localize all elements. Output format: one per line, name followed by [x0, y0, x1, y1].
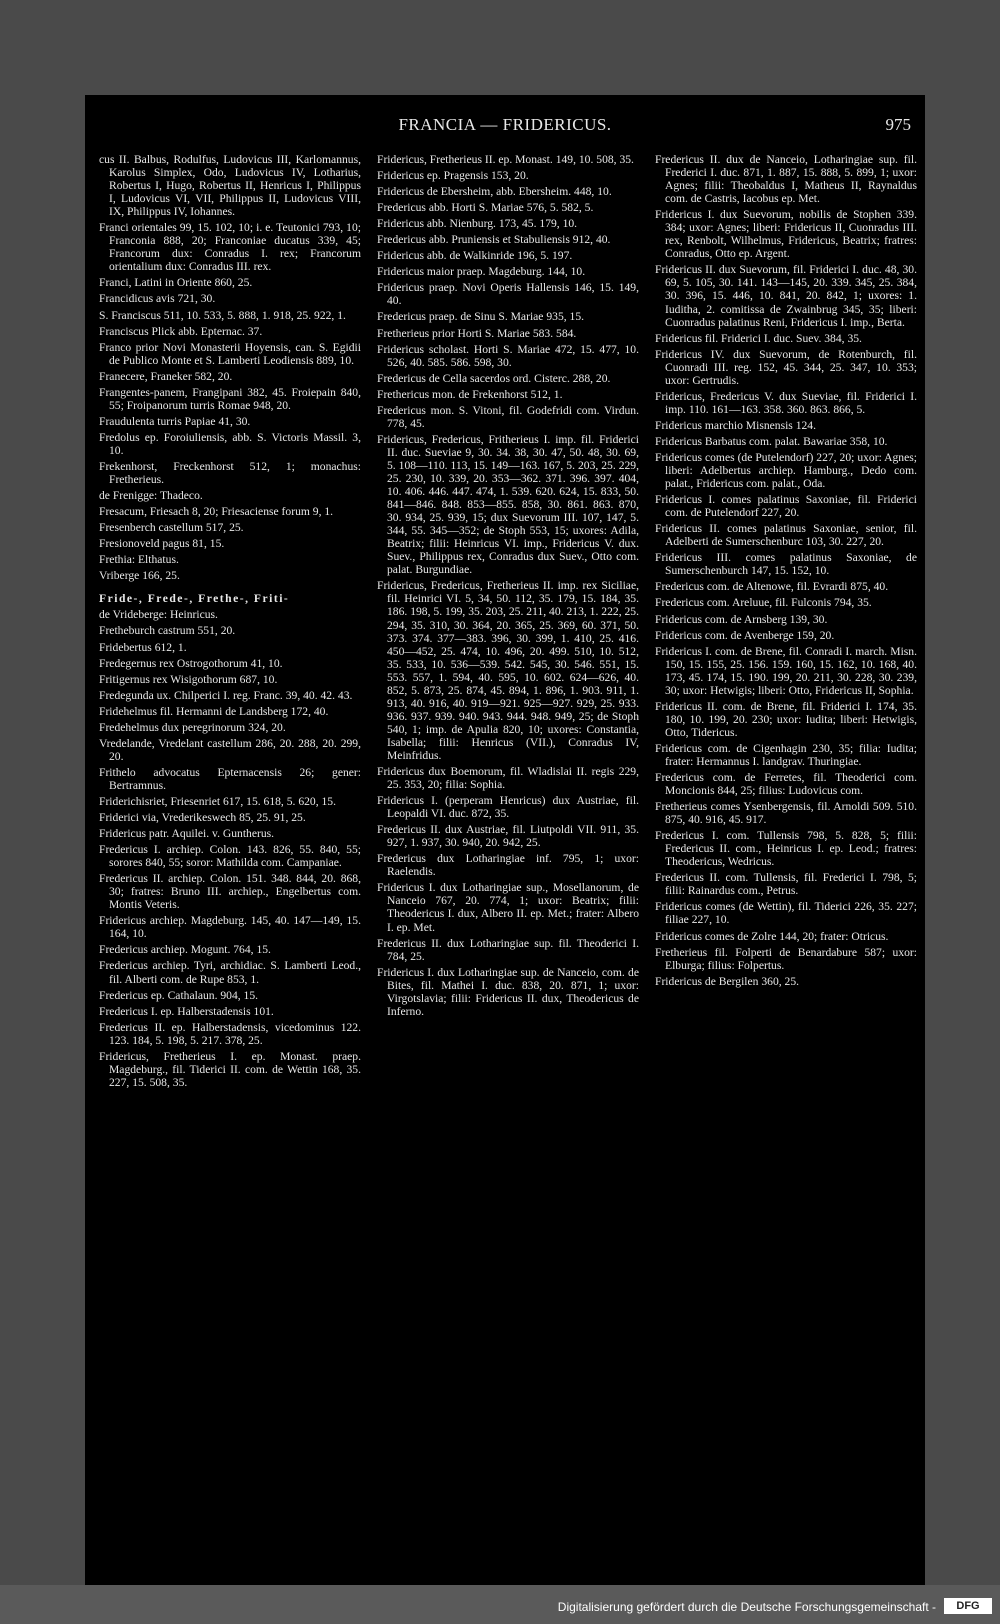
index-entry: Fresacum, Friesach 8, 20; Friesaciense forum 9, 1. [99, 505, 334, 519]
index-entry: Fridericus abb. de Walkinride 196, 5. 197. [377, 249, 573, 263]
index-entry: Fridericus comes de Zolre 144, 20; frater: Otricus. [655, 929, 889, 943]
index-entry: Fridericus de Ebersheim, abb. Ebersheim. 448, 10. [377, 185, 612, 199]
index-entry: Fretherieus prior Horti S. Mariae 583. 584. [377, 326, 577, 340]
index-entry: Fredericus II. dux de Nanceio, Lotharingiae sup. fil. Frederici I. duc. 871, 1. 887, 15. 888, 5. 899, 1; uxor: Agnes; filii: Theobaldus I, Matheus II, Raynaldus com. de Castris, Iacobus ep. Met. [655, 153, 917, 206]
index-entry: S. Franciscus 511, 10. 533, 5. 888, 1. 918, 25. 922, 1. [99, 308, 346, 322]
index-entry: Fridericus dux Boemorum, fil. Wladislai II. regis 229, 25. 353, 20; filia: Sophia. [377, 765, 639, 792]
page-header [85, 115, 925, 139]
index-entry: Fredericus II. archiep. Colon. 151. 348. 844, 20. 868, 30; fratres: Bruno III. archiep., Engelbertus com. Montis Veteris. [99, 872, 361, 912]
index-entry: de Frenigge: Thadeco. [99, 489, 203, 503]
index-entry: Fridericus I. dux Suevorum, nobilis de Stophen 339. 384; uxor: Agnes; liberi: Fridericus II, Cuonradus III. rex, Renbolt, Wilhelmus, Fridericus, Beatrix; fratres: Conradus, Otto ep. Argent. [655, 208, 917, 261]
index-entry: Francidicus avis 721, 30. [99, 292, 216, 306]
index-entry: Fredericus archiep. Tyri, archidiac. S. Lamberti Leod., fil. Alberti com. de Rupe 853, 1. [99, 959, 361, 986]
column-middle [377, 153, 639, 1573]
index-entry: Fridericus archiep. Magdeburg. 145, 40. 147—149, 15. 164, 10. [99, 914, 361, 941]
index-entry: Frethia: Elthatus. [99, 553, 179, 567]
index-entry: Fridericus maior praep. Magdeburg. 144, 10. [377, 265, 586, 279]
viewer-footer [0, 1585, 1000, 1624]
index-entry: Fridericus praep. Novi Operis Hallensis 146, 15. 149, 40. [377, 281, 639, 308]
index-entry: Fridericus I. (perperam Henricus) dux Austriae, fil. Leopaldi VI. duc. 872, 35. [377, 794, 639, 821]
index-entry: Frangentes-panem, Frangipani 382, 45. Froiepain 840, 55; Froipanorum turris Romae 948, 20. [99, 385, 361, 412]
index-entry: Fredericus I. com. Tullensis 798, 5. 828, 5; filii: Fredericus II. com., Heinricus I. ep. Leod.; fratres: Theodericus, Wedricus. [655, 829, 917, 869]
index-entry: Fredericus abb. Horti S. Mariae 576, 5. 582, 5. [377, 201, 594, 215]
column-right [655, 153, 917, 1573]
index-entry: Vredelande, Vredelant castellum 286, 20. 288, 20. 299, 20. [99, 736, 361, 763]
index-entry: Frethericus mon. de Frekenhorst 512, 1. [377, 387, 563, 401]
index-entry: de Vrideberge: Heinricus. [99, 608, 218, 622]
index-entry: Fridericus abb. Nienburg. 173, 45. 179, 10. [377, 217, 578, 231]
index-entry: Fritigernus rex Wisigothorum 687, 10. [99, 672, 278, 686]
index-entry: Fridericus II. com. de Brene, fil. Friderici I. 174, 35. 180, 10. 199, 20. 230; uxor: Iudita; liberi: Hetwigis, Otto, Tidericus. [655, 699, 917, 739]
index-entry: Fridericus, Fredericus, Fretherieus II. imp. rex Siciliae, fil. Heinrici VI. 5, 34, 50. 112, 35. 179, 15. 184, 35. 186. 198, 5. 199, 35. 203, 25. 211, 40. 213, 1. 222, 25. 294, 35. 310, 30. 364, 20. 365, 25. 369, 60. 371, 50. 373. 374. 377—383. 396, 30. 399, 1. 410, 25. 416. 450—452, 25. 474, 10. 496, 20. 499. 510, 10. 512, 35. 533, 10. 536—539. 542. 545, 30. 546. 551, 15. 553. 557, 1. 594, 40. 595, 10. 602. 624—626, 40. 852, 5. 873, 25. 874, 45. 894, 1. 896, 1. 903. 911, 1. 913, 40. 916, 40. 919—921. 925—927. 929, 25. 933. 936. 937. 939. 940. 943. 944. 948. 949, 25; de Stoph 540, 1; imp. de Apulia 820, 10; uxores: Constantia, Isabella; filii: Henricus (VII.), Conradus IV, Meinfridus. [377, 579, 639, 762]
running-title: FRANCIA — FRIDERICUS. [398, 115, 612, 134]
index-entry: Fredericus com. de Ferretes, fil. Theoderici com. Moncionis 844, 25; filius: Ludovicus com. [655, 771, 917, 798]
index-entry: Fridericus fil. Friderici I. duc. Suev. 384, 35. [655, 331, 862, 345]
scanned-page [85, 95, 925, 1585]
index-entry: Franecere, Franeker 582, 20. [99, 369, 233, 383]
index-entry: Fridericus patr. Aquilei. v. Guntherus. [99, 827, 275, 841]
index-entry: Fredegunda ux. Chilperici I. reg. Franc. 39, 40. 42. 43. [99, 688, 353, 702]
index-entry: Fridebertus 612, 1. [99, 640, 187, 654]
index-entry: cus II. Balbus, Rodulfus, Ludovicus III, Karlomannus, Karolus Simplex, Odo, Ludovicus IV, Lotharius, Robertus I, Hugo, Robertus II, Henricus I, Philippus I, Ludovicus VI, VII, Philippus II, Ludovicus VIII, IX, Philippus IV, Iohannes. [99, 153, 361, 219]
index-entry: Fredolus ep. Foroiuliensis, abb. S. Victoris Massil. 3, 10. [99, 430, 361, 457]
index-entry: Fredericus archiep. Mogunt. 764, 15. [99, 943, 271, 957]
index-entry: Fridericus com. de Arnsberg 139, 30. [655, 612, 828, 626]
index-entry: Fraudulenta turris Papiae 41, 30. [99, 414, 251, 428]
index-entry: Franciscus Plick abb. Epternac. 37. [99, 324, 263, 338]
index-entry: Fridericus de Bergilen 360, 25. [655, 974, 800, 988]
index-entry: Fridericus II. comes palatinus Saxoniae, senior, fil. Adelberti de Sumerschenburc 103, 30. 227, 20. [655, 522, 917, 549]
page-number: 975 [885, 115, 911, 134]
index-entry: Fridericus, Fretherieus II. ep. Monast. 149, 10. 508, 35. [377, 153, 634, 166]
index-entry: Franci, Latini in Oriente 860, 25. [99, 276, 253, 290]
index-entry: Fredericus com. de Altenowe, fil. Evrardi 875, 40. [655, 580, 889, 594]
index-entry: Frekenhorst, Freckenhorst 512, 1; monachus: Fretherieus. [99, 459, 361, 487]
index-entry: Fretherieus fil. Folperti de Benardabure 587; uxor: Elburga; filius: Folpertus. [655, 945, 917, 972]
index-entry: Fridericus I. dux Lotharingiae sup., Mosellanorum, de Nanceio 767, 20. 774, 1; uxor: Beatrix; filii: Theodericus I. dux, Albero II. ep. Met.; frater: Albero I. ep. Met. [377, 881, 639, 934]
index-entry: Fridericus, Fredericus V. dux Sueviae, fil. Friderici I. imp. 110. 161—163. 358. 360. 863. 866, 5. [655, 389, 917, 416]
index-entry: Fride-, Frede-, Frethe-, Friti- [99, 592, 290, 606]
index-entry: Friderici via, Vrederikeswech 85, 25. 91, 25. [99, 811, 306, 825]
index-entry: Fresenberch castellum 517, 25. [99, 521, 244, 535]
index-entry: Fridehelmus fil. Hermanni de Landsberg 172, 40. [99, 704, 329, 718]
index-entry: Fredericus II. ep. Halberstadensis, vicedominus 122. 123. 184, 5. 198, 5. 217. 378, 25. [99, 1020, 361, 1047]
index-entry: Fridericus III. comes palatinus Saxoniae, de Sumerschenburch 147, 15. 152, 10. [655, 551, 917, 578]
index-entry: Fredegernus rex Ostrogothorum 41, 10. [99, 656, 283, 670]
index-columns [99, 153, 917, 1573]
index-entry: Fridericus marchio Misnensis 124. [655, 418, 817, 432]
index-entry: Franco prior Novi Monasterii Hoyensis, can. S. Egidii de Publico Monte et S. Lamberti Leodiensis 889, 10. [99, 340, 361, 367]
index-entry: Fridericus scholast. Horti S. Mariae 472, 15. 477, 10. 526, 40. 585. 586. 598, 30. [377, 342, 639, 369]
index-entry: Franci orientales 99, 15. 102, 10; i. e. Teutonici 793, 10; Franconia 888, 20; Franconiae ducatus 339, 45; Francorum dux: Conradus I. rex; Francorum orientalium dux: Conradus III. rex. [99, 221, 361, 274]
index-entry: Fridericus II. dux Suevorum, fil. Friderici I. duc. 48, 30. 69, 5. 105, 30. 141. 143—145, 20. 339. 345, 25. 384, 30. 396, 15. 446, 10. 841, 20. 842, 1; uxores: 1. Iuditha, 2. comitissa de Zwainbrug 345, 35; liberi: Cuonradus palatinus Reni, Fridericus I. imp., Berta. [655, 263, 917, 329]
index-entry: Fridericus, Fretherieus I. ep. Monast. praep. Magdeburg., fil. Tiderici II. com. de Wettin 168, 35. 227, 15. 508, 35. [99, 1049, 361, 1089]
index-entry: Fridericus I. comes palatinus Saxoniae, fil. Friderici com. de Putelendorf 227, 20. [655, 493, 917, 520]
index-entry: Fridericus IV. dux Suevorum, de Rotenburch, fil. Cuonradi III. reg. 152, 45. 344, 25. 347, 10. 353; uxor: Gertrudis. [655, 347, 917, 387]
index-entry: Fredericus de Cella sacerdos ord. Cisterc. 288, 20. [377, 371, 611, 385]
index-entry: Fridericus Barbatus com. palat. Bawariae 358, 10. [655, 434, 888, 448]
index-entry: Fretheburch castrum 551, 20. [99, 624, 236, 638]
index-entry: Frithelo advocatus Epternacensis 26; gener: Bertramnus. [99, 765, 361, 792]
index-entry: Fredericus com. Areluue, fil. Fulconis 794, 35. [655, 596, 872, 610]
index-entry: Fretherieus comes Ysenbergensis, fil. Arnoldi 509. 510. 875, 40. 916, 45. 917. [655, 800, 917, 827]
index-entry: Fresionoveld pagus 81, 15. [99, 537, 225, 551]
index-entry: Fredericus I. ep. Halberstadensis 101. [99, 1004, 274, 1018]
column-left [99, 153, 361, 1573]
index-entry: Fridericus, Fredericus, Fritherieus I. imp. fil. Friderici II. duc. Sueviae 9, 30. 34. 38, 30. 47, 50. 48, 30. 69, 5. 108—110. 113, 15. 149—163. 167, 5. 203, 25. 229, 25. 230, 10. 339, 20. 353—362. 371. 396. 397. 404, 10. 406. 446. 447. 474, 1. 539. 620. 624, 15. 833, 50. 841—846. 848. 853—855. 858, 30. 861. 863. 870, 30. 934, 25. 939, 15; dux Suevorum III. 107, 147, 5. 344, 55. 345—352; de Stoph 553, 15; uxores: Adila, Beatrix; filii: Heinricus VI. imp., Fridericus V. dux. Suev., Philippus rex, Conradus dux Suev., Otto com. palat. Burgundiae. [377, 432, 639, 577]
index-entry: Fridericus com. de Cigenhagin 230, 35; filia: Iudita; frater: Hermannus I. landgrav. Thuringiae. [655, 741, 917, 768]
index-entry: Vriberge 166, 25. [99, 569, 180, 583]
dfg-logo: DFG [944, 1598, 992, 1614]
index-entry: Fredericus ep. Cathalaun. 904, 15. [99, 988, 259, 1002]
index-entry: Fridericus com. de Avenberge 159, 20. [655, 628, 835, 642]
index-entry: Fridericus I. com. de Brene, fil. Conradi I. march. Misn. 150, 15. 155, 25. 156. 159. 160, 15. 162, 10. 168, 40. 173, 45. 174, 15. 190. 199, 20. 211, 30. 228, 30. 239, 30; uxor: Hetwigis; liberi: Otto, Fridericus II, Sophia. [655, 644, 917, 697]
index-entry: Fredehelmus dux peregrinorum 324, 20. [99, 720, 286, 734]
index-entry: Fridericus comes (de Wettin), fil. Tiderici 226, 35. 227; filiae 227, 10. [655, 900, 917, 927]
index-entry: Fredericus abb. Pruniensis et Stabuliensis 912, 40. [377, 233, 611, 247]
index-entry: Fredericus I. archiep. Colon. 143. 826, 55. 840, 55; sorores 840, 55; soror: Mathilda com. Campaniae. [99, 843, 361, 870]
index-entry: Fredericus praep. de Sinu S. Mariae 935, 15. [377, 310, 585, 324]
index-entry: Fridericus I. dux Lotharingiae sup. de Nanceio, com. de Bites, fil. Mathei I. duc. 838, 20. 871, 1; uxor: Virgotslavia; filii: Fridericus II. dux, Theodericus de Inferno. [377, 965, 639, 1018]
index-entry: Fredericus II. dux Lotharingiae sup. fil. Theoderici I. 784, 25. [377, 936, 639, 963]
index-entry: Fridericus ep. Pragensis 153, 20. [377, 169, 529, 183]
funding-credit: Digitalisierung gefördert durch die Deutsche Forschungsgemeinschaft - [557, 1600, 936, 1614]
index-entry: Fredericus II. dux Austriae, fil. Liutpoldi VII. 911, 35. 927, 1. 937, 30. 940, 20. 942, 25. [377, 823, 639, 850]
index-entry: Fredericus mon. S. Vitoni, fil. Godefridi com. Virdun. 778, 45. [377, 403, 639, 430]
index-entry: Fredericus II. com. Tullensis, fil. Frederici I. 798, 5; filii: Rainardus com., Petrus. [655, 871, 917, 898]
index-entry: Friderichisriet, Friesenriet 617, 15. 618, 5. 620, 15. [99, 794, 336, 808]
index-entry: Fredericus dux Lotharingiae inf. 795, 1; uxor: Raelendis. [377, 852, 639, 879]
index-entry: Fridericus comes (de Putelendorf) 227, 20; uxor: Agnes; liberi: Adelbertus archiep. Hamburg., Dedo com. palat., Fridericus com. palat., Oda. [655, 450, 917, 491]
